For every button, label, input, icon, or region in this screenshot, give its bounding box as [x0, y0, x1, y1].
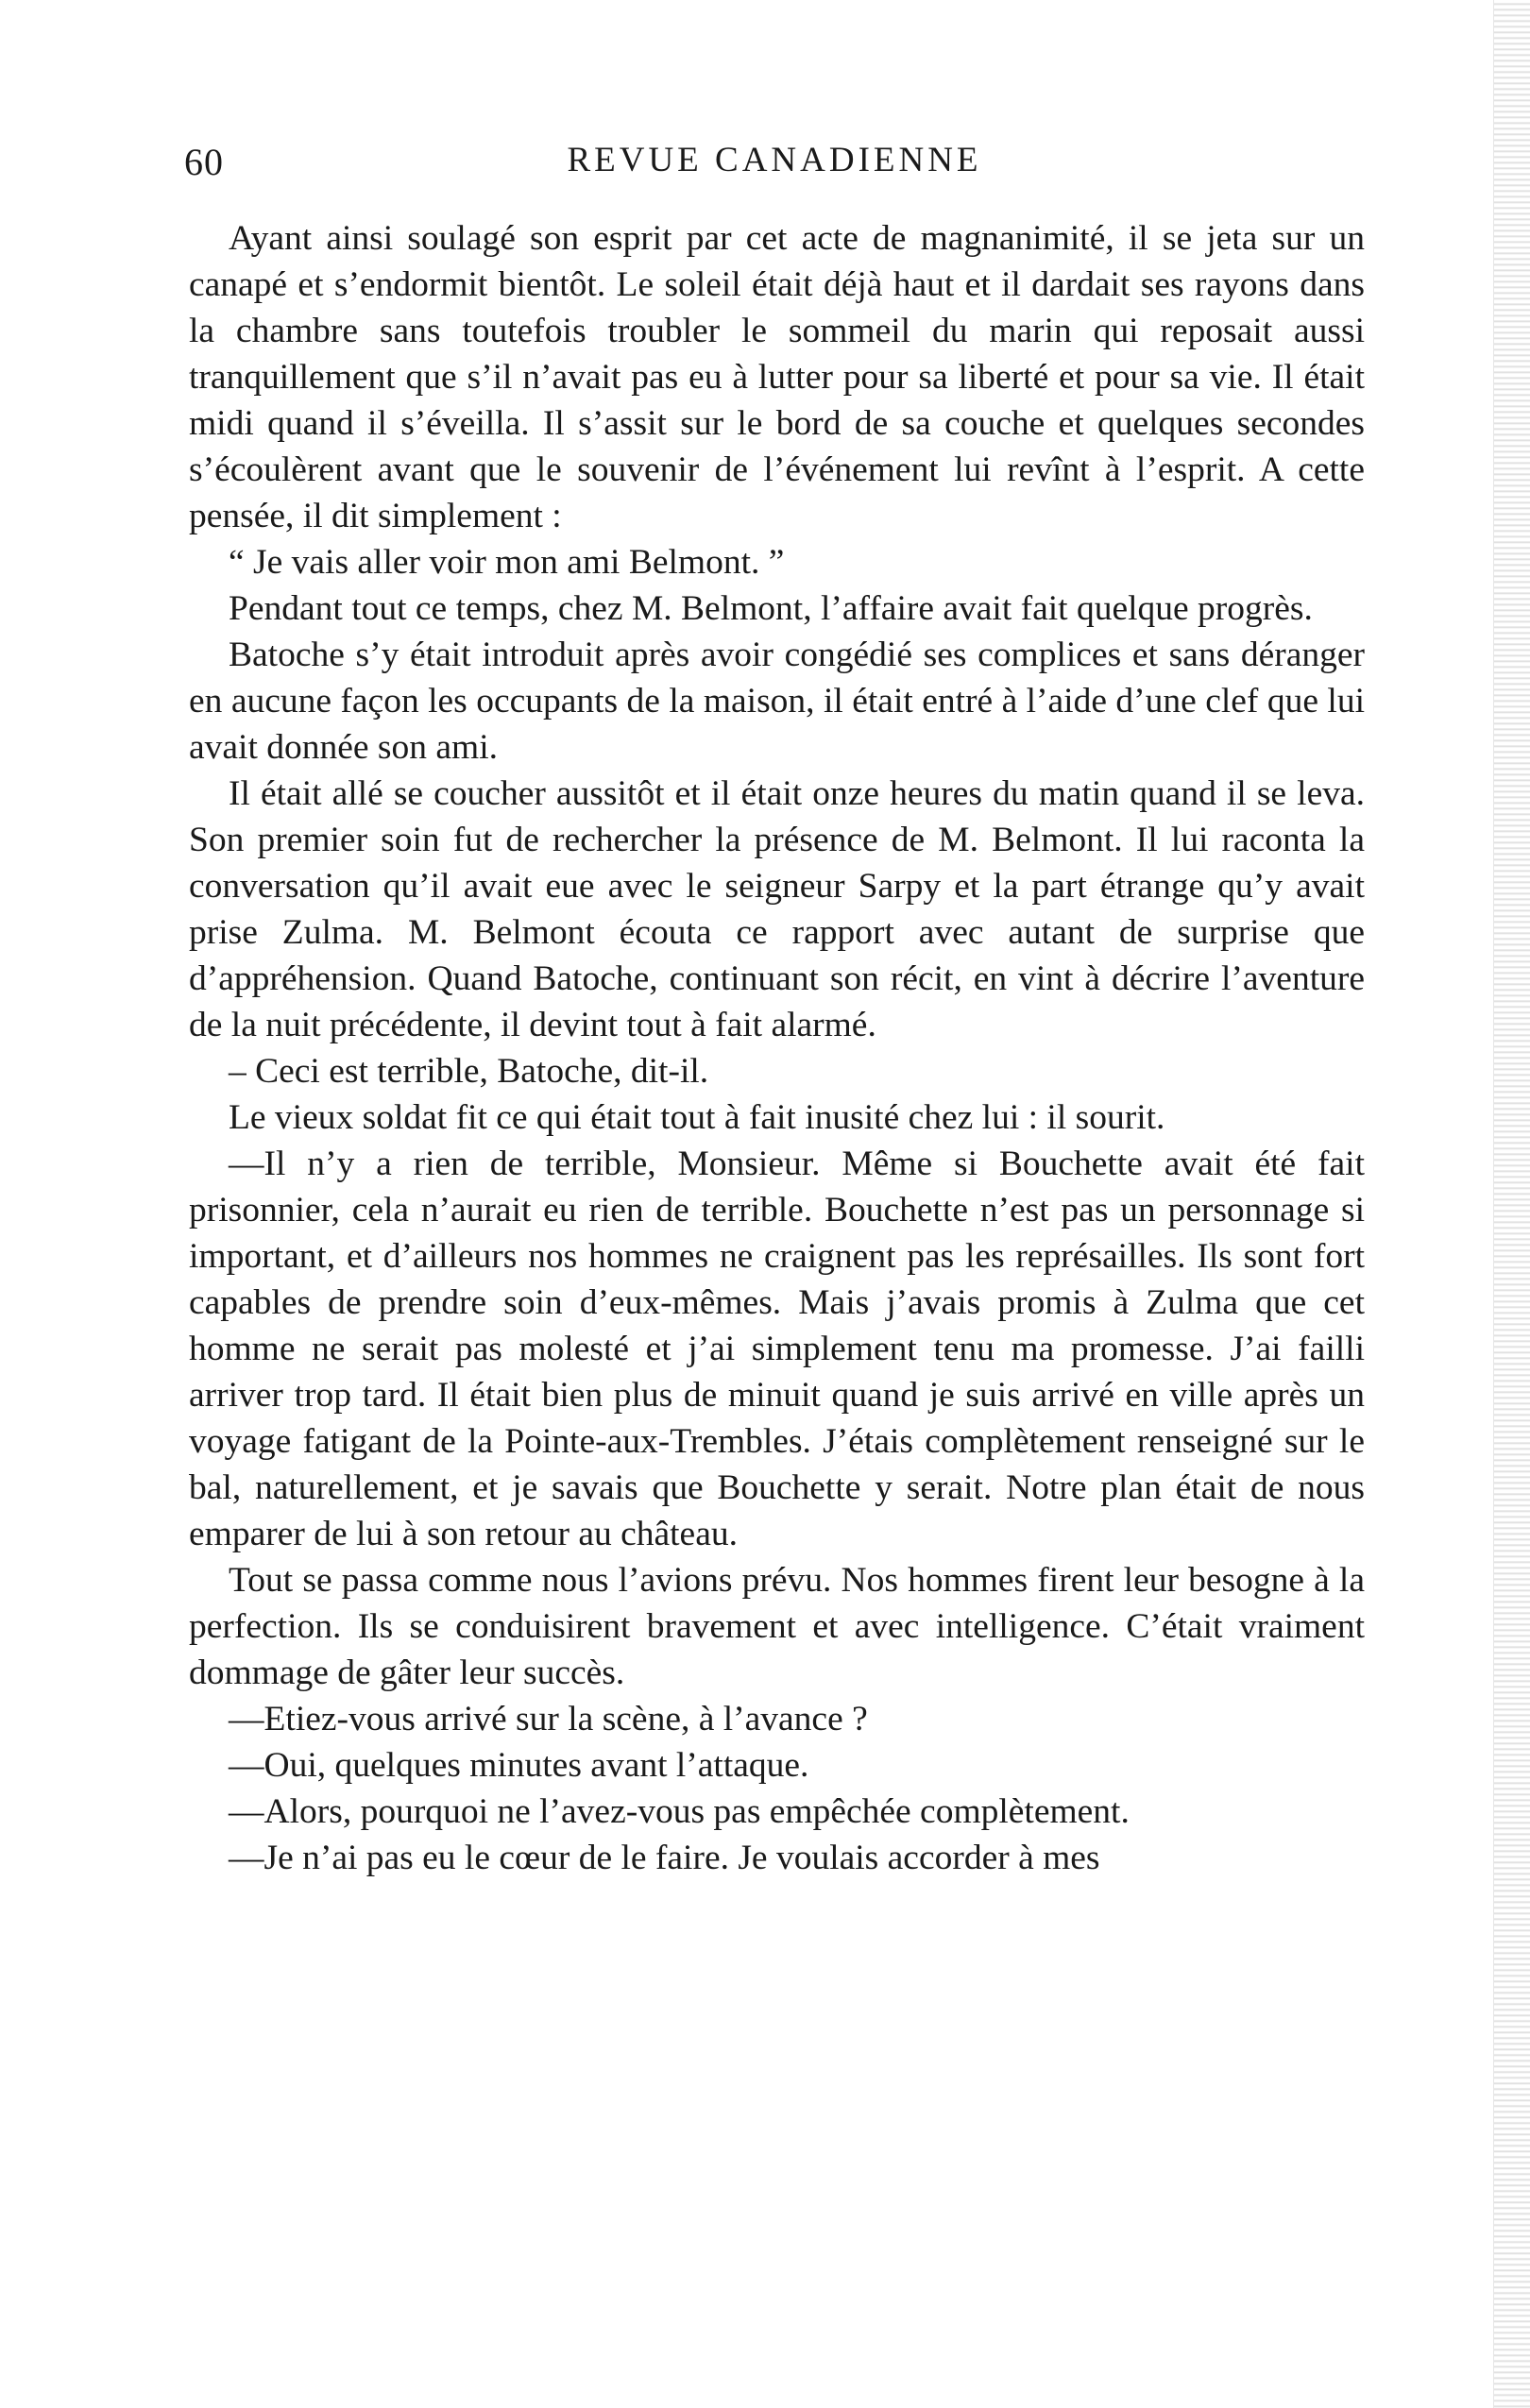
- running-title: REVUE CANADIENNE: [567, 141, 982, 179]
- page-number: 60: [184, 141, 224, 183]
- paragraph: Pendant tout ce temps, chez M. Belmont, l’affaire avait fait quelque progrès.: [229, 589, 1313, 628]
- paragraph: “ Je vais aller voir mon ami Belmont. ”: [229, 543, 785, 582]
- page-header: [184, 140, 1365, 196]
- paragraph: —Je n’ai pas eu le cœur de le faire. Je voulais accorder à mes: [229, 1839, 1100, 1877]
- paragraph: —Il n’y a rien de terrible, Monsieur. Même si Bouchette avait été fait prisonnier, cela n’aurait eu rien de terrible. Bouchette n’est pas un personnage si important, et d’ailleurs nos hommes ne craignent pas les représailles. Ils sont fort capables de prendre soin d’eux-mêmes. Mais j’avais promis à Zulma que cet homme ne serait pas molesté et j’ai simplement tenu ma promesse. J’ai failli arriver trop tard. Il était bien plus de minuit quand je suis arrivé en ville après un voyage fatigant de la Pointe-aux-Trembles. J’étais complètement renseigné sur le bal, naturellement, et je savais que Bouchette y serait. Notre plan était de nous emparer de lui à son retour au château.: [189, 1145, 1365, 1553]
- paragraph: Le vieux soldat fit ce qui était tout à fait inusité chez lui : il sourit.: [229, 1098, 1165, 1137]
- paragraph: —Etiez-vous arrivé sur la scène, à l’avance ?: [229, 1700, 868, 1738]
- body-text: [189, 215, 1365, 1881]
- paragraph: —Oui, quelques minutes avant l’attaque.: [229, 1746, 809, 1785]
- paragraph: Ayant ainsi soulagé son esprit par cet acte de magnanimité, il se jeta sur un canapé et s’endormit bientôt. Le soleil était déjà haut et il dardait ses rayons dans la chambre sans toutefois troubler le sommeil du marin qui reposait aussi tranquillement que s’il n’avait pas eu à lutter pour sa liberté et pour sa vie. Il était midi quand il s’éveilla. Il s’assit sur le bord de sa couche et quelques secondes s’écoulèrent avant que le souvenir de l’événement lui revînt à l’esprit. A cette pensée, il dit simplement :: [189, 219, 1365, 535]
- paragraph: —Alors, pourquoi ne l’avez-vous pas empêchée complètement.: [229, 1792, 1130, 1831]
- paragraph: Tout se passa comme nous l’avions prévu. Nos hommes firent leur besogne à la perfection. Ils se conduisirent bravement et avec intelligence. C’était vraiment dommage de gâter leur succès.: [189, 1561, 1365, 1692]
- paragraph: – Ceci est terrible, Batoche, dit-il.: [229, 1052, 709, 1091]
- paragraph: Batoche s’y était introduit après avoir congédié ses complices et sans déranger en aucune façon les occupants de la maison, il était entré à l’aide d’une clef que lui avait donnée son ami.: [189, 636, 1365, 767]
- page-edge-scan-artifact: [1493, 0, 1530, 2408]
- paragraph: Il était allé se coucher aussitôt et il était onze heures du matin quand il se leva. Son premier soin fut de rechercher la présence de M. Belmont. Il lui raconta la conversation qu’il avait eue avec le seigneur Sarpy et la part étrange qu’y avait prise Zulma. M. Belmont écouta ce rapport avec autant de surprise que d’appréhension. Quand Batoche, continuant son récit, en vint à décrire l’aventure de la nuit précédente, il devint tout à fait alarmé.: [189, 774, 1365, 1044]
